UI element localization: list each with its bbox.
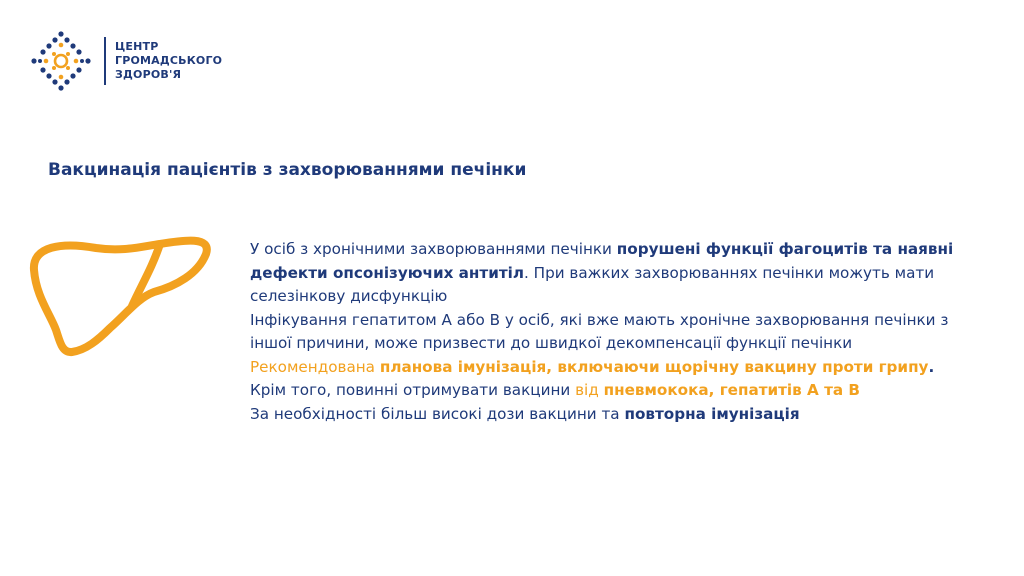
p4-bold-1: повторна імунізація <box>624 404 800 423</box>
slide-title: Вакцинація пацієнтів з захворюваннями печінки <box>48 160 527 180</box>
p3-orange-bold-1: планова імунізація, включаючи щорічну вакцину проти грипу <box>379 357 929 376</box>
p2-text-1: Інфікування гепатитом А або В у осіб, які вже мають хронічне захворювання печінки з іншої причини, може призвести до швидкої декомпенсації функції печінки <box>250 310 949 352</box>
logo-mark-icon <box>30 30 92 92</box>
logo-text <box>115 40 222 82</box>
p1-text-2: . При важких захворюваннях печінки можуть мати селезінкову дисфункцію <box>250 263 935 305</box>
p3-orange-1: Рекомендована <box>250 357 380 376</box>
logo <box>30 30 222 92</box>
paragraph-1 <box>250 238 970 309</box>
logo-divider <box>104 37 106 85</box>
logo-line-3: ЗДОРОВ'Я <box>115 68 182 81</box>
p3-text-1: Крім того, повинні отримувати вакцини <box>250 381 576 399</box>
p3-bold-period: . <box>928 357 935 376</box>
liver-outline-icon <box>26 234 216 360</box>
logo-line-1: ЦЕНТР <box>115 40 159 53</box>
p3-orange-2: від <box>575 381 604 399</box>
p3-orange-bold-2: пневмокока, гепатитів А та В <box>603 381 860 399</box>
p1-bold-1: порушені функції фагоцитів та наявні дефекти опсонізуючих антитіл <box>250 240 954 282</box>
paragraph-3 <box>250 356 970 403</box>
p1-text-1: У осіб з хронічними захворюваннями печінки <box>250 240 617 258</box>
paragraph-2 <box>250 309 970 356</box>
logo-line-2: ГРОМАДСЬКОГО <box>115 54 223 67</box>
paragraph-4 <box>250 403 970 427</box>
p4-text-1: За необхідності більш високі дози вакцини та <box>250 404 625 423</box>
body-text <box>250 238 970 426</box>
